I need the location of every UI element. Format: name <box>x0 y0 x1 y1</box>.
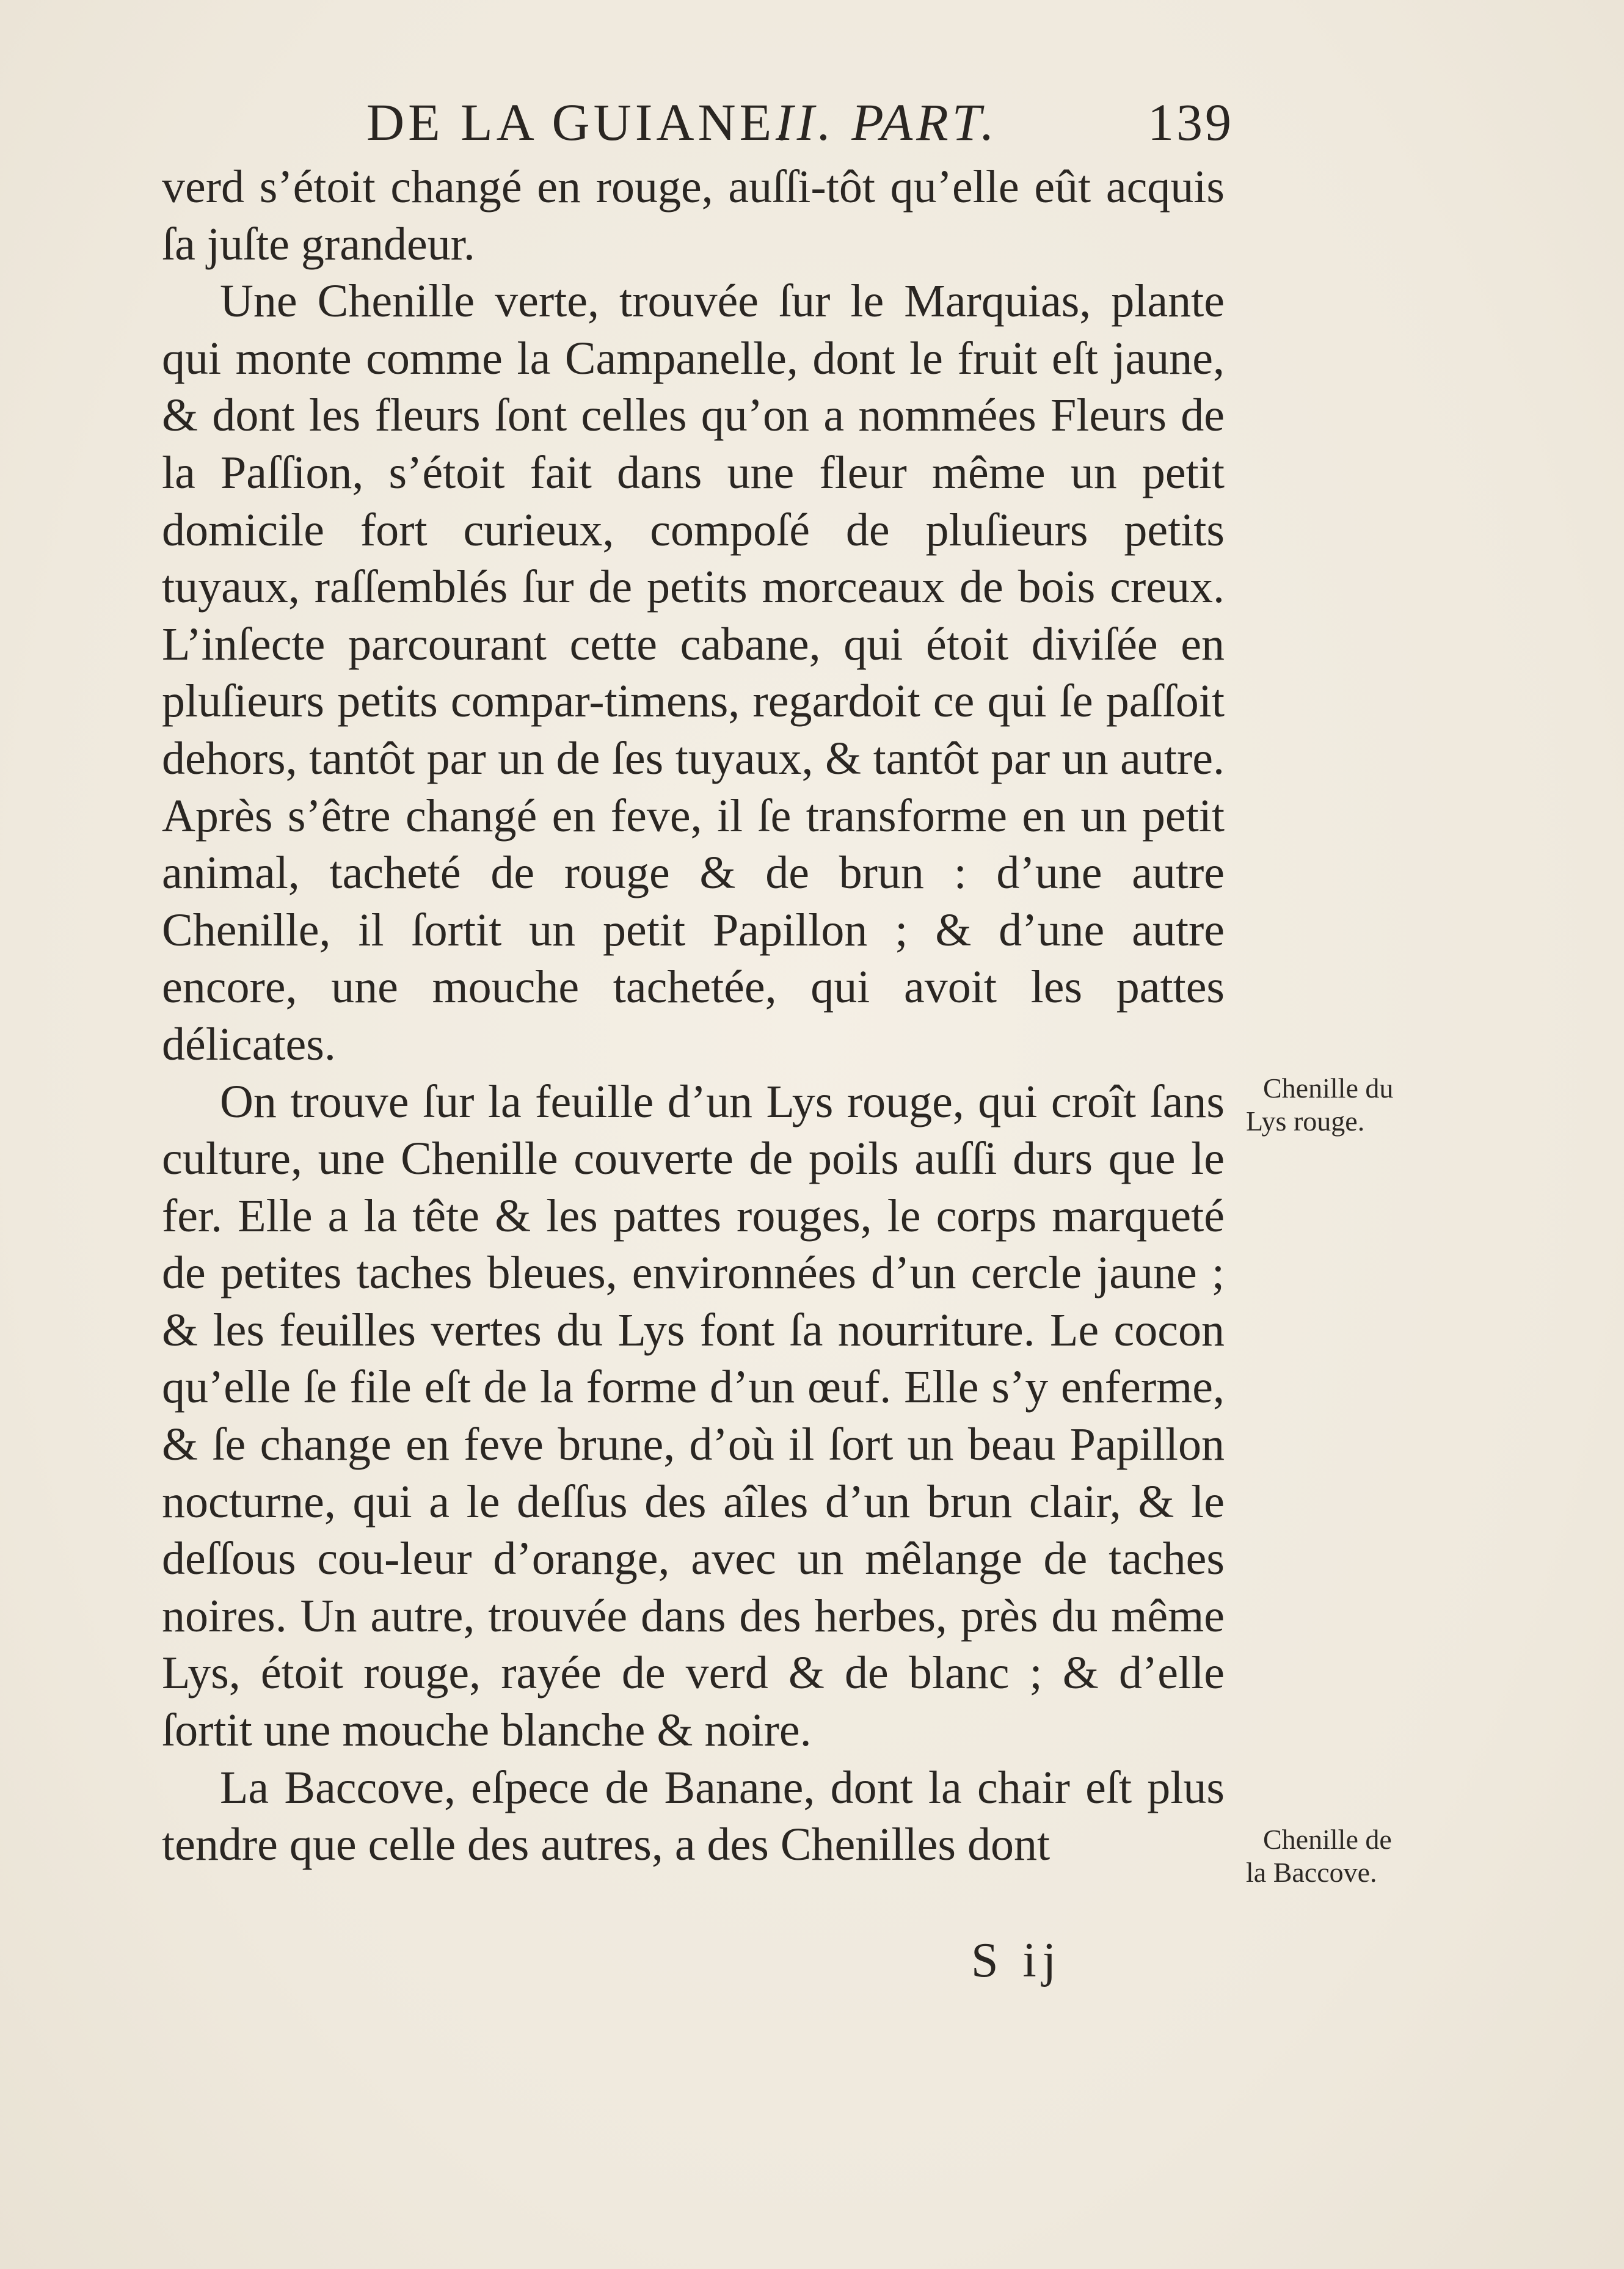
running-header <box>366 92 1234 153</box>
part-label: II. PART. <box>776 93 998 151</box>
paragraph-marquias-caterpillar: Une Chenille verte, trouvée ſur le Marquias, plante qui monte comme la Campanelle, dont le fruit eſt jaune, & dont les fleurs ſont celles qu’on a nommées Fleurs de la Paſſion, s’étoit fait dans une fleur même un petit domicile fort curieux, compoſé de pluſieurs petits tuyaux, raſſemblés ſur de petits morceaux de bois creux. L’inſecte parcourant cette cabane, qui étoit diviſée en pluſieurs petits compar-timens, regardoit ce qui ſe paſſoit dehors, tantôt par un de ſes tuyaux, & tantôt par un autre. Après s’être changé en feve, il ſe transforme en un petit animal, tacheté de rouge & de brun : d’une autre Chenille, il ſortit un petit Papillon ; & d’une autre encore, une mouche tachetée, qui avoit les pattes délicates. <box>162 275 1225 1070</box>
running-title: DE LA GUIANE. <box>366 93 792 151</box>
margin-note-line: Chenille de <box>1263 1824 1392 1855</box>
paragraph-baccove: La Baccove, eſpece de Banane, dont la chair eſt plus tendre que celle des autres, a des Chenilles dont <box>162 1761 1225 1871</box>
page-number: 139 <box>1148 93 1234 151</box>
margin-note-line: Lys rouge. <box>1246 1105 1365 1137</box>
paragraph-red-lily-caterpillar: On trouve ſur la feuille d’un Lys rouge, qui croît ſans culture, une Chenille couverte de poils auſſi durs que le fer. Elle a la tête & les pattes rouges, le corps marqueté de petites taches bleues, environnées d’un cercle jaune ; & les feuilles vertes du Lys font ſa nourriture. Le cocon qu’elle ſe file eſt de la forme d’un œuf. Elle s’y enferme, & ſe change en feve brune, d’où il ſort un beau Papillon nocturne, qui a le deſſus des aîles d’un brun clair, & le deſſous cou-leur d’orange, avec un mêlange de taches noires. Un autre, trouvée dans des herbes, près du même Lys, étoit rouge, rayée de verd & de blanc ; & d’elle ſortit une mouche blanche & noire. <box>162 1076 1225 1757</box>
margin-note-red-lily <box>1246 1072 1429 1138</box>
margin-note-line: Chenille du <box>1263 1073 1394 1104</box>
margin-note-line: la Baccove. <box>1246 1857 1377 1888</box>
signature-mark: S ij <box>971 1934 1062 1987</box>
main-text-block <box>162 159 1225 1874</box>
paragraph-continuation: verd s’étoit changé en rouge, auſſi-tôt qu’elle eût acquis ſa juſte grandeur. <box>162 161 1225 270</box>
margin-note-baccove <box>1246 1823 1429 1889</box>
